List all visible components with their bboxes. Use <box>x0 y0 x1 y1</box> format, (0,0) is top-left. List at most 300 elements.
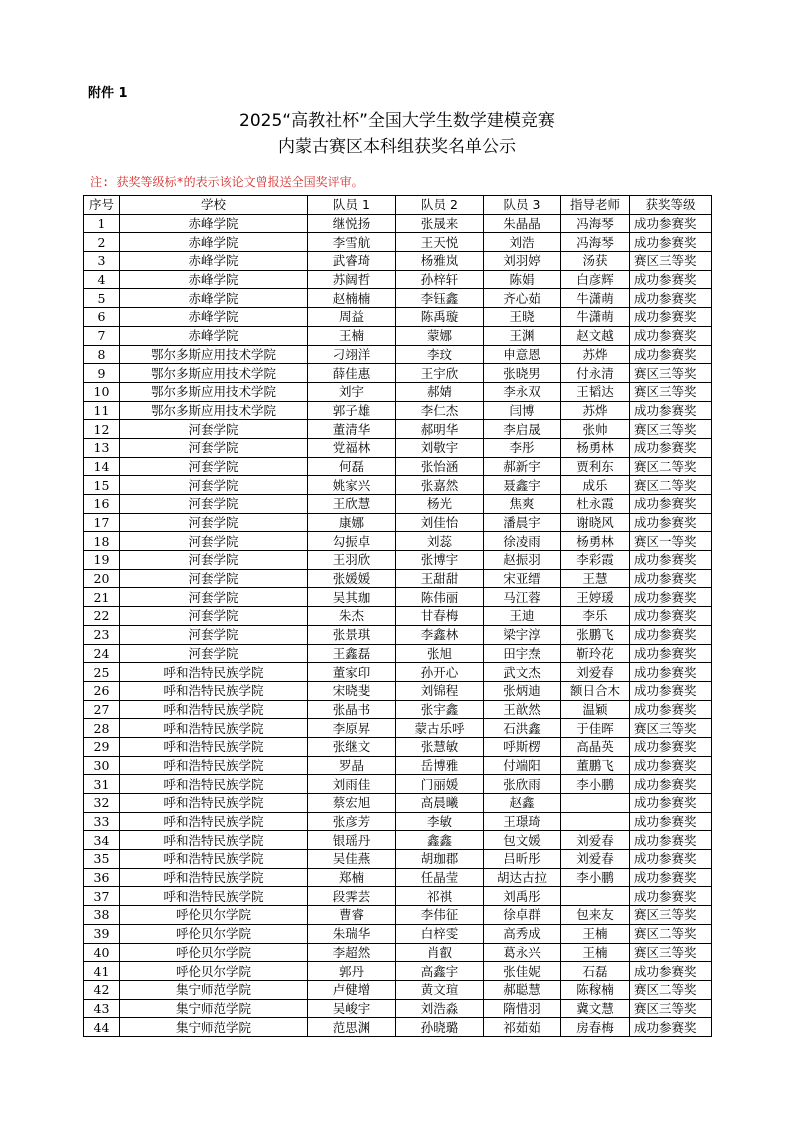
cell-index: 1 <box>84 214 120 233</box>
cell-member-2: 刘敬宇 <box>396 438 484 457</box>
cell-member-2: 王宇欣 <box>396 364 484 383</box>
cell-index: 22 <box>84 607 120 626</box>
cell-member-1: 李原昇 <box>308 719 396 738</box>
cell-school: 呼伦贝尔学院 <box>120 943 308 962</box>
cell-member-3: 李永双 <box>484 382 561 401</box>
cell-member-2: 胡珈郡 <box>396 850 484 869</box>
cell-school: 呼伦贝尔学院 <box>120 924 308 943</box>
cell-member-1: 赵楠楠 <box>308 289 396 308</box>
table-row <box>84 775 712 794</box>
cell-member-3: 张晓男 <box>484 364 561 383</box>
table-row <box>84 382 712 401</box>
cell-member-3: 王迪 <box>484 607 561 626</box>
cell-award-level: 成功参赛奖 <box>630 214 712 233</box>
cell-advisor: 张鹏飞 <box>561 625 630 644</box>
cell-index: 21 <box>84 588 120 607</box>
cell-member-3: 王晓 <box>484 308 561 327</box>
cell-index: 38 <box>84 906 120 925</box>
cell-advisor: 杨勇林 <box>561 438 630 457</box>
cell-index: 26 <box>84 681 120 700</box>
cell-member-1: 朱瑞华 <box>308 924 396 943</box>
cell-award-level: 成功参赛奖 <box>630 831 712 850</box>
cell-award-level: 成功参赛奖 <box>630 812 712 831</box>
table-row <box>84 681 712 700</box>
cell-member-2: 郝明华 <box>396 420 484 439</box>
table-row <box>84 551 712 570</box>
cell-award-level: 成功参赛奖 <box>630 700 712 719</box>
cell-award-level: 成功参赛奖 <box>630 270 712 289</box>
cell-index: 9 <box>84 364 120 383</box>
cell-member-3: 申意恩 <box>484 345 561 364</box>
cell-member-2: 刘锦程 <box>396 681 484 700</box>
cell-member-1: 郑楠 <box>308 868 396 887</box>
cell-index: 16 <box>84 495 120 514</box>
table-row <box>84 607 712 626</box>
cell-index: 33 <box>84 812 120 831</box>
cell-advisor: 王婷瑗 <box>561 588 630 607</box>
cell-member-2: 高鑫宇 <box>396 962 484 981</box>
cell-index: 30 <box>84 756 120 775</box>
cell-member-1: 党福林 <box>308 438 396 457</box>
cell-member-3: 石洪鑫 <box>484 719 561 738</box>
cell-school: 呼和浩特民族学院 <box>120 812 308 831</box>
cell-index: 14 <box>84 457 120 476</box>
table-row <box>84 625 712 644</box>
table-row <box>84 831 712 850</box>
cell-member-1: 段霁芸 <box>308 887 396 906</box>
cell-member-3: 张炳迪 <box>484 681 561 700</box>
cell-member-1: 李雪航 <box>308 233 396 252</box>
cell-school: 河套学院 <box>120 644 308 663</box>
cell-advisor: 李彩霞 <box>561 551 630 570</box>
cell-member-1: 郭丹 <box>308 962 396 981</box>
cell-member-1: 刘雨佳 <box>308 775 396 794</box>
table-row <box>84 924 712 943</box>
cell-index: 3 <box>84 252 120 271</box>
cell-school: 呼和浩特民族学院 <box>120 775 308 794</box>
cell-index: 27 <box>84 700 120 719</box>
cell-member-2: 王甜甜 <box>396 569 484 588</box>
cell-school: 河套学院 <box>120 438 308 457</box>
cell-index: 23 <box>84 625 120 644</box>
cell-school: 河套学院 <box>120 513 308 532</box>
cell-member-3: 高秀成 <box>484 924 561 943</box>
cell-advisor: 贾利东 <box>561 457 630 476</box>
cell-member-2: 李鑫林 <box>396 625 484 644</box>
cell-award-level: 成功参赛奖 <box>630 775 712 794</box>
cell-member-2: 黄文瑄 <box>396 980 484 999</box>
table-row <box>84 308 712 327</box>
cell-index: 6 <box>84 308 120 327</box>
cell-school: 呼和浩特民族学院 <box>120 737 308 756</box>
table-body <box>84 214 712 1036</box>
cell-advisor: 白彦辉 <box>561 270 630 289</box>
table-row <box>84 513 712 532</box>
cell-index: 36 <box>84 868 120 887</box>
cell-advisor <box>561 887 630 906</box>
cell-member-3: 徐卓群 <box>484 906 561 925</box>
cell-member-1: 王楠 <box>308 326 396 345</box>
table-row <box>84 495 712 514</box>
cell-member-3: 包文媛 <box>484 831 561 850</box>
cell-school: 鄂尔多斯应用技术学院 <box>120 364 308 383</box>
cell-member-3: 梁宇淳 <box>484 625 561 644</box>
cell-member-3: 呼斯楞 <box>484 737 561 756</box>
cell-member-2: 蒙古乐呼 <box>396 719 484 738</box>
table-row <box>84 326 712 345</box>
cell-advisor: 汤获 <box>561 252 630 271</box>
table-row <box>84 943 712 962</box>
cell-school: 呼和浩特民族学院 <box>120 700 308 719</box>
cell-index: 17 <box>84 513 120 532</box>
cell-school: 赤峰学院 <box>120 233 308 252</box>
cell-school: 呼和浩特民族学院 <box>120 868 308 887</box>
cell-advisor: 冀文慧 <box>561 999 630 1018</box>
cell-member-2: 陈伟丽 <box>396 588 484 607</box>
cell-award-level: 成功参赛奖 <box>630 588 712 607</box>
cell-member-1: 张继文 <box>308 737 396 756</box>
cell-school: 赤峰学院 <box>120 214 308 233</box>
cell-member-3: 王渊 <box>484 326 561 345</box>
cell-advisor: 张帅 <box>561 420 630 439</box>
cell-school: 河套学院 <box>120 495 308 514</box>
cell-school: 呼和浩特民族学院 <box>120 719 308 738</box>
cell-member-3: 焦爽 <box>484 495 561 514</box>
cell-member-1: 继悦扬 <box>308 214 396 233</box>
cell-member-1: 银瑶丹 <box>308 831 396 850</box>
cell-member-1: 曹睿 <box>308 906 396 925</box>
cell-member-2: 杨光 <box>396 495 484 514</box>
cell-award-level: 赛区三等奖 <box>630 252 712 271</box>
cell-index: 41 <box>84 962 120 981</box>
cell-school: 河套学院 <box>120 420 308 439</box>
cell-member-3: 胡达古拉 <box>484 868 561 887</box>
cell-member-3: 聂鑫宇 <box>484 476 561 495</box>
header-index: 序号 <box>84 196 120 215</box>
cell-index: 4 <box>84 270 120 289</box>
cell-award-level: 成功参赛奖 <box>630 663 712 682</box>
cell-advisor: 包来友 <box>561 906 630 925</box>
cell-member-1: 郭子雄 <box>308 401 396 420</box>
cell-member-2: 王天悦 <box>396 233 484 252</box>
cell-award-level: 成功参赛奖 <box>630 401 712 420</box>
cell-school: 赤峰学院 <box>120 308 308 327</box>
cell-index: 35 <box>84 850 120 869</box>
cell-index: 43 <box>84 999 120 1018</box>
cell-member-3: 刘羽婷 <box>484 252 561 271</box>
cell-advisor: 额日合木 <box>561 681 630 700</box>
cell-index: 37 <box>84 887 120 906</box>
cell-index: 7 <box>84 326 120 345</box>
cell-advisor: 房春梅 <box>561 1018 630 1037</box>
cell-index: 42 <box>84 980 120 999</box>
table-row <box>84 737 712 756</box>
cell-member-1: 吴其珈 <box>308 588 396 607</box>
cell-school: 河套学院 <box>120 588 308 607</box>
table-row <box>84 270 712 289</box>
cell-advisor: 李乐 <box>561 607 630 626</box>
cell-member-2: 甘春梅 <box>396 607 484 626</box>
cell-member-3: 赵振羽 <box>484 551 561 570</box>
header-advisor: 指导老师 <box>561 196 630 215</box>
cell-advisor: 于佳晖 <box>561 719 630 738</box>
cell-member-2: 白梓雯 <box>396 924 484 943</box>
cell-award-level: 成功参赛奖 <box>630 326 712 345</box>
cell-award-level: 赛区二等奖 <box>630 476 712 495</box>
cell-member-1: 刁翊洋 <box>308 345 396 364</box>
cell-school: 赤峰学院 <box>120 252 308 271</box>
cell-award-level: 成功参赛奖 <box>630 289 712 308</box>
cell-advisor: 付永清 <box>561 364 630 383</box>
cell-award-level: 成功参赛奖 <box>630 625 712 644</box>
cell-award-level: 赛区三等奖 <box>630 943 712 962</box>
table-row <box>84 289 712 308</box>
cell-school: 赤峰学院 <box>120 326 308 345</box>
cell-school: 赤峰学院 <box>120 270 308 289</box>
cell-member-3: 葛永兴 <box>484 943 561 962</box>
cell-award-level: 赛区三等奖 <box>630 382 712 401</box>
cell-advisor: 王楠 <box>561 943 630 962</box>
table-row <box>84 850 712 869</box>
cell-member-1: 王欣慧 <box>308 495 396 514</box>
cell-index: 18 <box>84 532 120 551</box>
table-header-row <box>84 196 712 215</box>
table-row <box>84 532 712 551</box>
cell-member-3: 齐心茹 <box>484 289 561 308</box>
cell-school: 呼和浩特民族学院 <box>120 887 308 906</box>
cell-member-3: 田宇焘 <box>484 644 561 663</box>
cell-member-3: 刘禹彤 <box>484 887 561 906</box>
cell-member-3: 隋惜羽 <box>484 999 561 1018</box>
cell-member-2: 刘佳怡 <box>396 513 484 532</box>
cell-member-1: 姚家兴 <box>308 476 396 495</box>
cell-member-1: 吴峻宇 <box>308 999 396 1018</box>
cell-advisor: 董鹏飞 <box>561 756 630 775</box>
cell-member-2: 张晟来 <box>396 214 484 233</box>
cell-school: 河套学院 <box>120 532 308 551</box>
cell-member-2: 孙开心 <box>396 663 484 682</box>
table-row <box>84 252 712 271</box>
cell-school: 呼和浩特民族学院 <box>120 794 308 813</box>
cell-member-1: 武睿琦 <box>308 252 396 271</box>
cell-member-1: 王鑫磊 <box>308 644 396 663</box>
cell-school: 呼和浩特民族学院 <box>120 756 308 775</box>
cell-index: 15 <box>84 476 120 495</box>
cell-member-2: 任晶莹 <box>396 868 484 887</box>
cell-advisor: 刘爱春 <box>561 850 630 869</box>
cell-school: 河套学院 <box>120 457 308 476</box>
cell-member-1: 卢健增 <box>308 980 396 999</box>
table-row <box>84 700 712 719</box>
cell-member-3: 朱晶晶 <box>484 214 561 233</box>
cell-advisor: 靳玲花 <box>561 644 630 663</box>
cell-index: 11 <box>84 401 120 420</box>
cell-index: 8 <box>84 345 120 364</box>
cell-award-level: 成功参赛奖 <box>630 551 712 570</box>
table-row <box>84 364 712 383</box>
cell-member-2: 杨雅岚 <box>396 252 484 271</box>
cell-award-level: 成功参赛奖 <box>630 887 712 906</box>
cell-member-3: 郝新宇 <box>484 457 561 476</box>
table-row <box>84 756 712 775</box>
cell-index: 19 <box>84 551 120 570</box>
cell-member-3: 付端阳 <box>484 756 561 775</box>
cell-advisor: 李小鹏 <box>561 775 630 794</box>
cell-school: 赤峰学院 <box>120 289 308 308</box>
cell-school: 集宁师范学院 <box>120 980 308 999</box>
cell-member-2: 高晨曦 <box>396 794 484 813</box>
cell-school: 集宁师范学院 <box>120 999 308 1018</box>
cell-member-1: 宋晓斐 <box>308 681 396 700</box>
table-row <box>84 962 712 981</box>
cell-index: 32 <box>84 794 120 813</box>
cell-advisor: 牛潇萌 <box>561 289 630 308</box>
cell-advisor: 牛潇萌 <box>561 308 630 327</box>
cell-member-2: 张嘉然 <box>396 476 484 495</box>
cell-advisor <box>561 794 630 813</box>
cell-school: 河套学院 <box>120 569 308 588</box>
table-row <box>84 868 712 887</box>
cell-award-level: 赛区二等奖 <box>630 924 712 943</box>
cell-award-level: 赛区二等奖 <box>630 980 712 999</box>
cell-award-level: 成功参赛奖 <box>630 233 712 252</box>
cell-advisor: 杜永霞 <box>561 495 630 514</box>
cell-member-1: 周益 <box>308 308 396 327</box>
cell-member-3: 宋亚缙 <box>484 569 561 588</box>
cell-award-level: 成功参赛奖 <box>630 868 712 887</box>
cell-member-3: 马江蓉 <box>484 588 561 607</box>
document-subtitle: 内蒙古赛区本科组获奖名单公示 <box>278 137 516 157</box>
cell-school: 集宁师范学院 <box>120 1018 308 1037</box>
cell-school: 鄂尔多斯应用技术学院 <box>120 401 308 420</box>
cell-member-1: 刘宇 <box>308 382 396 401</box>
cell-member-2: 肖叡 <box>396 943 484 962</box>
cell-member-2: 鑫鑫 <box>396 831 484 850</box>
cell-award-level: 赛区三等奖 <box>630 719 712 738</box>
cell-member-2: 孙晓璐 <box>396 1018 484 1037</box>
cell-member-3: 李彤 <box>484 438 561 457</box>
header-member-2: 队员 2 <box>396 196 484 215</box>
cell-member-1: 董家印 <box>308 663 396 682</box>
cell-award-level: 成功参赛奖 <box>630 1018 712 1037</box>
cell-member-1: 范思渊 <box>308 1018 396 1037</box>
cell-advisor: 冯海琴 <box>561 233 630 252</box>
cell-member-3: 陈娟 <box>484 270 561 289</box>
table-row <box>84 569 712 588</box>
cell-member-3: 祁茹茹 <box>484 1018 561 1037</box>
cell-index: 34 <box>84 831 120 850</box>
cell-award-level: 赛区三等奖 <box>630 420 712 439</box>
cell-member-1: 吴佳燕 <box>308 850 396 869</box>
cell-index: 31 <box>84 775 120 794</box>
table-row <box>84 457 712 476</box>
cell-member-2: 刘蕊 <box>396 532 484 551</box>
cell-index: 12 <box>84 420 120 439</box>
header-school: 学校 <box>120 196 308 215</box>
cell-advisor: 成乐 <box>561 476 630 495</box>
table-row <box>84 401 712 420</box>
cell-member-1: 苏阔哲 <box>308 270 396 289</box>
cell-advisor: 刘爱春 <box>561 663 630 682</box>
table-row <box>84 233 712 252</box>
cell-award-level: 成功参赛奖 <box>630 607 712 626</box>
cell-award-level: 成功参赛奖 <box>630 681 712 700</box>
table-row <box>84 812 712 831</box>
cell-index: 5 <box>84 289 120 308</box>
cell-index: 2 <box>84 233 120 252</box>
cell-school: 呼和浩特民族学院 <box>120 831 308 850</box>
cell-advisor: 赵文越 <box>561 326 630 345</box>
cell-school: 呼伦贝尔学院 <box>120 962 308 981</box>
cell-advisor: 苏烨 <box>561 401 630 420</box>
cell-school: 河套学院 <box>120 625 308 644</box>
cell-index: 13 <box>84 438 120 457</box>
cell-award-level: 赛区三等奖 <box>630 906 712 925</box>
cell-member-1: 张媛媛 <box>308 569 396 588</box>
cell-advisor <box>561 812 630 831</box>
cell-advisor: 王楠 <box>561 924 630 943</box>
cell-index: 25 <box>84 663 120 682</box>
cell-advisor: 刘爱春 <box>561 831 630 850</box>
table-row <box>84 588 712 607</box>
table-row <box>84 719 712 738</box>
cell-award-level: 成功参赛奖 <box>630 850 712 869</box>
cell-award-level: 成功参赛奖 <box>630 756 712 775</box>
cell-award-level: 成功参赛奖 <box>630 438 712 457</box>
table-row <box>84 980 712 999</box>
table-row <box>84 906 712 925</box>
cell-member-1: 朱杰 <box>308 607 396 626</box>
award-table <box>83 195 712 1037</box>
cell-member-2: 张旭 <box>396 644 484 663</box>
cell-member-1: 何磊 <box>308 457 396 476</box>
cell-member-2: 李钰鑫 <box>396 289 484 308</box>
cell-school: 河套学院 <box>120 551 308 570</box>
cell-school: 鄂尔多斯应用技术学院 <box>120 345 308 364</box>
cell-award-level: 成功参赛奖 <box>630 737 712 756</box>
cell-award-level: 赛区三等奖 <box>630 999 712 1018</box>
table-row <box>84 644 712 663</box>
cell-index: 44 <box>84 1018 120 1037</box>
cell-member-2: 岳博雅 <box>396 756 484 775</box>
document-title: 2025“高教社杯”全国大学生数学建模竞赛 <box>239 111 555 131</box>
cell-member-2: 李敏 <box>396 812 484 831</box>
cell-member-3: 徐凌雨 <box>484 532 561 551</box>
cell-advisor: 冯海琴 <box>561 214 630 233</box>
cell-member-3: 张欣雨 <box>484 775 561 794</box>
cell-advisor: 李小鹏 <box>561 868 630 887</box>
cell-member-3: 王歆然 <box>484 700 561 719</box>
cell-member-1: 张晶书 <box>308 700 396 719</box>
cell-member-3: 李启晟 <box>484 420 561 439</box>
cell-index: 24 <box>84 644 120 663</box>
cell-member-3: 郝聪慧 <box>484 980 561 999</box>
cell-member-3: 武文杰 <box>484 663 561 682</box>
cell-member-2: 张慧敏 <box>396 737 484 756</box>
cell-member-2: 李仁杰 <box>396 401 484 420</box>
cell-member-3: 张佳妮 <box>484 962 561 981</box>
cell-award-level: 成功参赛奖 <box>630 962 712 981</box>
cell-member-2: 李玟 <box>396 345 484 364</box>
cell-advisor: 陈稼楠 <box>561 980 630 999</box>
cell-member-2: 门丽媛 <box>396 775 484 794</box>
table-row <box>84 663 712 682</box>
cell-member-1: 董清华 <box>308 420 396 439</box>
cell-award-level: 成功参赛奖 <box>630 569 712 588</box>
cell-award-level: 成功参赛奖 <box>630 308 712 327</box>
cell-advisor: 苏烨 <box>561 345 630 364</box>
cell-member-2: 张怡涵 <box>396 457 484 476</box>
